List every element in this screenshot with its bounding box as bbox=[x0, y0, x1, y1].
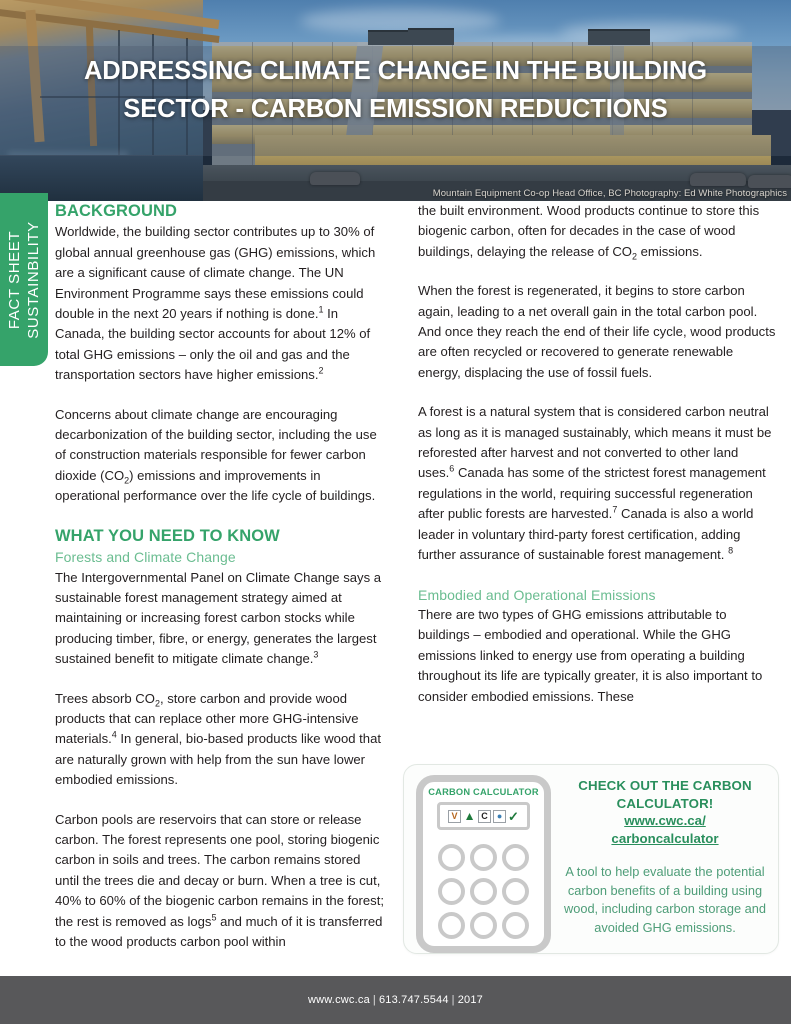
heading-what-you-need-to-know: WHAT YOU NEED TO KNOW bbox=[55, 526, 280, 545]
calculator-key bbox=[438, 878, 465, 905]
tree-icon: ▲ bbox=[463, 809, 476, 823]
globe-icon: ● bbox=[493, 810, 506, 823]
promo-description: A tool to help evaluate the potential carbon benefits of a building using wood, including carbon storage and avoided GHG emissions. bbox=[563, 864, 767, 935]
paragraph-forests-1 bbox=[55, 568, 385, 670]
text-run: Canada is also a world leader in voluntary third-party forest certification, adding further assurance of sustainable forest management. bbox=[418, 506, 754, 563]
text-run: and much of it is transferred to the wood products carbon pool within bbox=[55, 913, 383, 949]
paragraph-emission-types: There are two types of GHG emissions attributable to buildings – embodied and operational. While the GHG emissions linked to energy use from operating a building throughout its life are typically greater, it is also important to consider embodied emissions. These bbox=[418, 606, 763, 704]
co2-subscript: 2 bbox=[154, 698, 160, 709]
footer-website[interactable]: www.cwc.ca bbox=[307, 994, 370, 1006]
calculator-illustration bbox=[416, 775, 551, 953]
footer-separator: | bbox=[451, 994, 455, 1006]
calculator-key bbox=[502, 844, 529, 871]
text-run: The Intergovernmental Panel on Climate Change says a sustainable forest management strategy aimed at maintaining or increasing forest carbon stocks while producing timber, fibre, or energy, generates the largest sustained benefit to mitigate climate change. bbox=[55, 569, 382, 667]
car bbox=[310, 172, 360, 185]
text-run: Worldwide, the building sector contributes up to 30% of global annual greenhouse gas (GHG) emissions, which are a significant cause of climate change. The UN Environment Programme says these emissions could double in the next 20 years if nothing is done. bbox=[55, 224, 376, 322]
subheading-forests-and-climate-change: Forests and Climate Change bbox=[55, 549, 236, 566]
text-run: ) emissions and improvements in operational performance over the life cycle of buildings. bbox=[55, 467, 376, 504]
carbon-calculator-link-line-1[interactable]: www.cwc.ca/ bbox=[624, 813, 706, 828]
checkmark-icon: ✓ bbox=[508, 808, 519, 824]
carbon-calculator-link-line-2[interactable]: carboncalculator bbox=[611, 831, 719, 846]
text-run: Canada has some of the strictest forest management regulations in the world, requiring successful regeneration after public forests are harvested. bbox=[418, 465, 766, 522]
footnote-ref-5: 5 bbox=[211, 912, 217, 923]
footnote-ref-7: 7 bbox=[612, 504, 618, 515]
page-title bbox=[0, 52, 791, 128]
heading-background: BACKGROUND bbox=[55, 202, 177, 220]
hero-banner bbox=[0, 0, 791, 201]
page-footer bbox=[0, 976, 791, 1024]
calculator-key bbox=[502, 912, 529, 939]
page-title-line-1: ADDRESSING CLIMATE CHANGE IN THE BUILDING bbox=[83, 57, 708, 85]
calculator-label: CARBON CALCULATOR bbox=[428, 787, 539, 797]
text-run: In general, bio-based products like wood that are naturally grown with help from the sun have lower embodied emissions. bbox=[55, 731, 382, 788]
calculator-key bbox=[438, 844, 465, 871]
v-icon: V bbox=[448, 810, 461, 823]
footnote-ref-6: 6 bbox=[449, 464, 455, 475]
calculator-key bbox=[470, 878, 497, 905]
subheading-embodied-operational-emissions: Embodied and Operational Emissions bbox=[418, 586, 656, 603]
footnote-ref-4: 4 bbox=[111, 729, 117, 740]
promo-heading-line-1: CHECK OUT THE CARBON bbox=[578, 778, 752, 793]
promo-heading-line-2: CALCULATOR! bbox=[616, 795, 714, 811]
paragraph-built-environment bbox=[418, 201, 776, 262]
text-run: Concerns about climate change are encouraging decarbonization of the building sector, including the use of construction materials responsible for fewer carbon dioxide (CO bbox=[55, 406, 377, 483]
carbon-calculator-promo bbox=[403, 764, 779, 954]
footnote-ref-8: 8 bbox=[728, 545, 734, 556]
promo-heading bbox=[560, 777, 770, 812]
page-title-line-2: SECTOR - CARBON EMISSION REDUCTIONS bbox=[123, 95, 668, 123]
paragraph-background-1 bbox=[55, 222, 385, 385]
footer-separator: | bbox=[372, 994, 376, 1006]
paragraph-carbon-pools bbox=[55, 810, 385, 953]
footnote-ref-3: 3 bbox=[313, 649, 319, 660]
co2-subscript: 2 bbox=[124, 475, 130, 486]
calculator-key bbox=[438, 912, 465, 939]
text-run: , store carbon and provide wood products that can replace other more GHG-intensive materials. bbox=[55, 690, 359, 747]
calculator-key bbox=[470, 844, 497, 871]
footer-contact-line bbox=[308, 994, 483, 1006]
text-run: In Canada, the building sector accounts for about 12% of total GHG emissions – only the oil and gas and the transportation sectors have higher emissions. bbox=[55, 306, 371, 383]
photo-credit: Mountain Equipment Co-op Head Office, BC Photography: Ed White Photographics bbox=[432, 188, 787, 199]
footer-year: 2017 bbox=[457, 994, 483, 1006]
paragraph-carbon-neutral bbox=[418, 402, 776, 565]
text-run: Carbon pools are reservoirs that can store or release carbon. The forest represents one pool, storing biogenic carbon in soils and trees. The carbon remains stored until the trees die and decay or burn. When a tree is cut, 40% to 60% of the biogenic carbon remains in the forest; the rest is removed as logs bbox=[55, 811, 384, 929]
text-run: Trees absorb CO bbox=[55, 690, 155, 706]
side-tab-line-1: FACT SHEET bbox=[6, 230, 23, 329]
text-run: the built environment. Wood products continue to store this biogenic carbon, often for decades in the case of wood buildings, delaying the release of CO bbox=[418, 203, 760, 259]
side-tab-line-2: SUSTAINBILITY bbox=[25, 220, 42, 339]
c-icon: C bbox=[478, 810, 491, 823]
text-run: A forest is a natural system that is considered carbon neutral as long as it is managed sustainably, which means it must be reforested after harvest and not converted to other land uses. bbox=[418, 404, 772, 481]
promo-text-block bbox=[560, 777, 770, 937]
paragraph-forests-2 bbox=[55, 689, 385, 791]
text-run: emissions. bbox=[637, 243, 703, 259]
paragraph-background-2 bbox=[55, 405, 385, 507]
calculator-keypad bbox=[436, 844, 531, 939]
footnote-ref-2: 2 bbox=[318, 365, 324, 376]
footnote-ref-1: 1 bbox=[318, 304, 324, 315]
paragraph-regeneration: When the forest is regenerated, it begins to store carbon again, leading to a net overall gain in the total carbon pool. And once they reach the end of their life cycle, wood products are often recycled or recovered to generate renewable energy, displacing the use of fossil fuels. bbox=[418, 283, 776, 380]
right-column bbox=[418, 201, 776, 707]
co2-subscript: 2 bbox=[632, 251, 638, 262]
calculator-key bbox=[502, 878, 529, 905]
footer-phone: 613.747.5544 bbox=[378, 994, 449, 1006]
left-column bbox=[55, 201, 385, 952]
car bbox=[748, 175, 791, 188]
car bbox=[690, 173, 746, 186]
calculator-screen bbox=[437, 802, 530, 830]
calculator-key bbox=[470, 912, 497, 939]
